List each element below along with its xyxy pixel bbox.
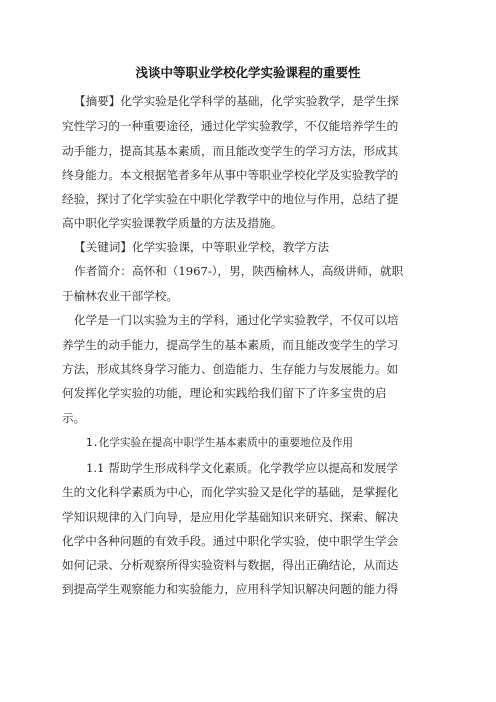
intro-line: 化学是一门以实验为主的学科，通过化学实验教学，不仅可以培 <box>74 313 399 327</box>
intro-line: 养学生的动手能力，提高学生的基本素质，而且能改变学生的学习 <box>62 338 399 352</box>
intro-line: 示。 <box>62 411 86 425</box>
section-heading: 1.化学实验在提高中职学生基本素质中的重要地位及作用 <box>86 437 354 449</box>
abstract-line: 【摘要】化学实验是化学科学的基础，化学实验教学，是学生探 <box>74 94 399 108</box>
abstract-line: 动手能力，提高其基本素质，而且能改变学生的学习方法，形成其 <box>62 144 399 158</box>
keywords-line: 【关键词】化学实验课，中等职业学校，教学方法 <box>74 240 330 254</box>
subsection-line: 如何记录、分析观察所得实验资料与数据，得出正确结论，从而达 <box>62 558 399 572</box>
author-line: 作者简介：高怀和（1967-），男，陕西榆林人，高级讲师，就职 <box>74 264 404 278</box>
abstract-line: 究性学习的一种重要途径，通过化学实验教学，不仅能培养学生的 <box>62 119 399 133</box>
subsection-line: 生的文化科学素质为中心，而化学实验又是化学的基础，是掌握化 <box>62 485 399 499</box>
author-line: 于榆林农业干部学校。 <box>62 289 178 303</box>
subsection-line: 1.1 帮助学生形成科学文化素质。化学教学应以提高和发展学 <box>86 461 398 475</box>
abstract-line: 终身能力。本文根据笔者多年从事中等职业学校化学及实验教学的 <box>62 168 399 182</box>
subsection-line: 化学中各种问题的有效手段。通过中职化学实验，使中职学生学会 <box>62 534 399 548</box>
abstract-line: 高中职化学实验课教学质量的方法及措施。 <box>62 216 283 230</box>
subsection-line: 到提高学生观察能力和实验能力，应用科学知识解决问题的能力得 <box>62 582 399 596</box>
subsection-line: 学知识规律的入门向导，是应用化学基础知识来研究、探索、解决 <box>62 510 399 524</box>
intro-line: 方法，形成其终身学习能力、创造能力、生存能力与发展能力。如 <box>62 362 399 376</box>
intro-line: 何发挥化学实验的功能，理论和实践给我们留下了许多宝贵的启 <box>62 386 387 400</box>
abstract-line: 经验，探讨了化学实验在中职化学教学中的地位与作用，总结了提 <box>62 192 399 206</box>
document-title: 浅谈中等职业学校化学实验课程的重要性 <box>135 65 361 80</box>
